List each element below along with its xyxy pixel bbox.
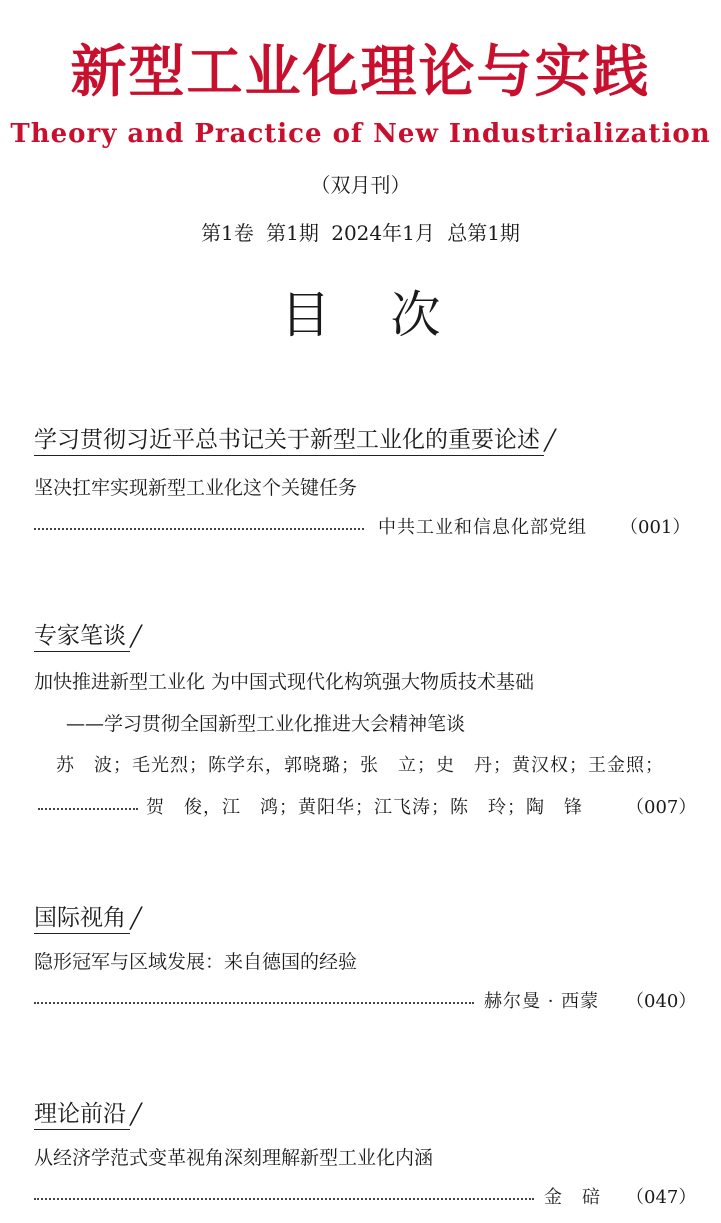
contents-heading-char-2: 次: [390, 286, 441, 344]
journal-title-cn: 新型工业化理论与实践: [70, 39, 651, 105]
article-title[interactable]: 坚决扛牢实现新型工业化这个关键任务: [34, 477, 358, 499]
article-page: （040）: [626, 991, 697, 1012]
slash-mark: ╱: [544, 428, 557, 452]
article-authors-line-2: 贺 俊，江 鸿；黄阳华；江飞涛；陈 玲；陶 锋: [146, 797, 583, 818]
leader-dots: [38, 808, 138, 810]
article-authors-line-1: 苏 波；毛光烈；陈学东，郭晓璐；张 立；史 丹；黄汉权；王金照；: [56, 755, 664, 776]
article-page: （001）: [620, 517, 691, 538]
article-author: 金 碚: [544, 1187, 601, 1208]
article-author: 赫尔曼 · 西蒙: [484, 991, 600, 1012]
section-heading-2[interactable]: [34, 620, 142, 652]
slash-mark: ╱: [130, 906, 143, 930]
article-title[interactable]: 加快推进新型工业化 为中国式现代化构筑强大物质技术基础: [34, 671, 535, 693]
section-heading-1[interactable]: [34, 424, 556, 456]
article-title[interactable]: 隐形冠军与区域发展：来自德国的经验: [34, 951, 358, 973]
issue-info: 第1卷 第1期 2024年1月 总第1期: [201, 221, 520, 245]
section-heading-text: 专家笔谈: [34, 623, 130, 652]
article-page: （007）: [626, 797, 697, 818]
article-title[interactable]: 从经济学范式变革视角深刻理解新型工业化内涵: [34, 1147, 434, 1169]
section-heading-3[interactable]: [34, 902, 142, 934]
section-heading-text: 国际视角: [34, 905, 130, 934]
article-page: （047）: [626, 1187, 697, 1208]
leader-dots: [34, 528, 364, 530]
article-subtitle: ——学习贯彻全国新型工业化推进大会精神笔谈: [66, 713, 466, 735]
slash-mark: ╱: [130, 1102, 143, 1126]
section-heading-4[interactable]: [34, 1098, 142, 1130]
contents-heading-char-1: 目: [280, 286, 331, 344]
article-author: 中共工业和信息化部党组: [378, 517, 587, 538]
slash-mark: ╱: [130, 624, 143, 648]
publication-frequency: （双月刊）: [310, 173, 411, 197]
contents-heading: [0, 280, 721, 350]
section-heading-text: 理论前沿: [34, 1101, 130, 1130]
leader-dots: [34, 1198, 534, 1200]
journal-title-en: Theory and Practice of New Industrialization: [10, 119, 711, 149]
leader-dots: [34, 1002, 474, 1004]
section-heading-text: 学习贯彻习近平总书记关于新型工业化的重要论述: [34, 427, 544, 456]
